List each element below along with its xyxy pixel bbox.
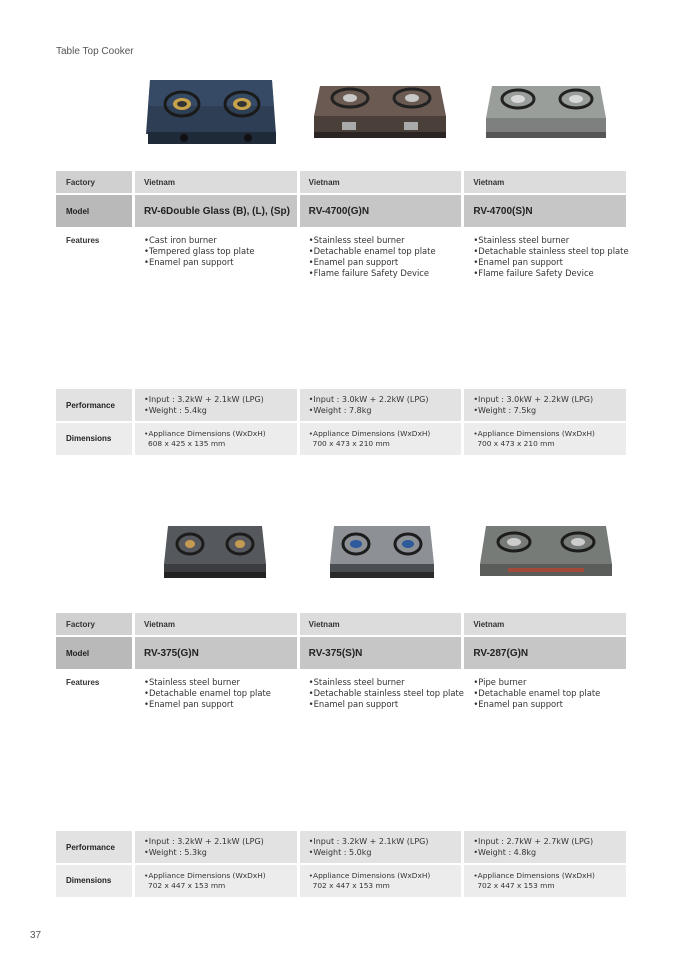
dimensions-size: 608 x 425 x 135 mm [148, 439, 226, 448]
dimensions-caption: •Appliance Dimensions (WxDxH) [144, 429, 266, 438]
dimensions-size: 702 x 447 x 153 mm [312, 881, 390, 890]
dimensions-value [135, 865, 297, 897]
dimensions-caption: •Appliance Dimensions (WxDxH) [144, 871, 266, 880]
performance-value [300, 831, 462, 863]
model-value: RV-287(G)N [464, 637, 626, 669]
performance-input: •Input : 2.7kW + 2.7kW (LPG) [473, 837, 594, 846]
feature-item: •Stainless steel burner [144, 677, 240, 687]
feature-item: •Detachable enamel top plate [144, 688, 271, 698]
feature-item: •Stainless steel burner [308, 677, 405, 687]
feature-item: •Cast iron burner [144, 235, 217, 245]
performance-input: •Input : 3.0kW + 2.2kW (LPG) [473, 395, 594, 404]
factory-label: Factory [56, 613, 132, 635]
dimensions-value [300, 423, 462, 455]
rv-375-s-cooker-image [328, 522, 436, 582]
spec-table [53, 171, 629, 455]
performance-label: Performance [56, 389, 132, 421]
rv-287-g-cooker-image [478, 522, 614, 582]
feature-item: •Enamel pan support [308, 257, 399, 267]
dimensions-value [464, 423, 626, 455]
feature-item: •Enamel pan support [308, 699, 399, 709]
page-number: 37 [30, 930, 42, 941]
dimensions-row [56, 865, 626, 897]
performance-weight: •Weight : 4.8kg [473, 848, 537, 857]
product-images-row [56, 516, 626, 596]
dimensions-size: 700 x 473 x 210 mm [312, 439, 390, 448]
features-label: Features [66, 678, 100, 687]
feature-item: •Tempered glass top plate [144, 246, 255, 256]
feature-item: •Enamel pan support [473, 257, 563, 267]
dimensions-row [56, 423, 626, 455]
features-label: Features [66, 236, 100, 245]
feature-item: •Detachable stainless steel top plate [473, 246, 629, 256]
feature-item: •Stainless steel burner [308, 235, 405, 245]
performance-value [300, 389, 462, 421]
dimensions-label: Dimensions [56, 423, 132, 455]
dimensions-size: 700 x 473 x 210 mm [477, 439, 555, 448]
model-value: RV-4700(G)N [300, 195, 462, 227]
features-list [135, 227, 297, 389]
dimensions-value [300, 865, 462, 897]
rv-375-g-cooker-image [162, 522, 268, 582]
performance-weight: •Weight : 7.8kg [308, 406, 372, 415]
dimensions-value [464, 865, 626, 897]
glass-top-cooker-image [144, 76, 278, 146]
performance-input: •Input : 3.2kW + 2.1kW (LPG) [144, 837, 264, 846]
performance-row [56, 389, 626, 421]
performance-value [464, 389, 626, 421]
model-label: Model [56, 637, 132, 669]
performance-label: Performance [56, 831, 132, 863]
model-value: RV-4700(S)N [464, 195, 626, 227]
factory-row [56, 171, 626, 193]
performance-weight: •Weight : 5.3kg [144, 848, 207, 857]
model-value: RV-375(G)N [135, 637, 297, 669]
features-list [300, 227, 462, 389]
factory-value: Vietnam [464, 171, 626, 193]
dimensions-value [135, 423, 297, 455]
feature-item: •Stainless steel burner [473, 235, 570, 245]
performance-value [135, 389, 297, 421]
factory-value: Vietnam [464, 613, 626, 635]
performance-weight: •Weight : 7.5kg [473, 406, 537, 415]
dimensions-label: Dimensions [56, 865, 132, 897]
features-list [135, 669, 297, 831]
performance-input: •Input : 3.0kW + 2.2kW (LPG) [308, 395, 429, 404]
performance-input: •Input : 3.2kW + 2.1kW (LPG) [308, 837, 429, 846]
dimensions-size: 702 x 447 x 153 mm [148, 881, 226, 890]
performance-value [464, 831, 626, 863]
feature-item: •Detachable stainless steel top plate [308, 688, 464, 698]
page-title: Table Top Cooker [56, 46, 134, 57]
performance-weight: •Weight : 5.4kg [144, 406, 207, 415]
model-row [56, 195, 626, 227]
features-row [56, 227, 626, 389]
dimensions-caption: •Appliance Dimensions (WxDxH) [473, 429, 595, 438]
feature-item: •Enamel pan support [144, 699, 234, 709]
feature-item: •Detachable enamel top plate [473, 688, 601, 698]
rv-4700-s-cooker-image [484, 82, 608, 140]
spec-table [53, 613, 629, 897]
product-images-row [56, 74, 626, 154]
product-section-1 [56, 74, 629, 455]
factory-label: Factory [56, 171, 132, 193]
performance-input: •Input : 3.2kW + 2.1kW (LPG) [144, 395, 264, 404]
dimensions-caption: •Appliance Dimensions (WxDxH) [308, 871, 431, 880]
feature-item: •Enamel pan support [473, 699, 563, 709]
dimensions-size: 702 x 447 x 153 mm [477, 881, 555, 890]
features-list [464, 669, 626, 831]
model-row [56, 637, 626, 669]
product-section-2 [56, 516, 626, 897]
performance-weight: •Weight : 5.0kg [308, 848, 372, 857]
features-row [56, 669, 626, 831]
model-value: RV-6Double Glass (B), (L), (Sp) [135, 195, 297, 227]
factory-value: Vietnam [300, 171, 462, 193]
performance-value [135, 831, 297, 863]
feature-item: •Flame failure Safety Device [473, 268, 594, 278]
rv-4700-g-cooker-image [312, 82, 448, 140]
factory-value: Vietnam [300, 613, 462, 635]
model-label: Model [56, 195, 132, 227]
model-value: RV-375(S)N [300, 637, 462, 669]
performance-row [56, 831, 626, 863]
factory-row [56, 613, 626, 635]
features-list [464, 227, 629, 389]
dimensions-caption: •Appliance Dimensions (WxDxH) [473, 871, 595, 880]
factory-value: Vietnam [135, 171, 297, 193]
dimensions-caption: •Appliance Dimensions (WxDxH) [308, 429, 431, 438]
feature-item: •Flame failure Safety Device [308, 268, 430, 278]
feature-item: •Pipe burner [473, 677, 527, 687]
factory-value: Vietnam [135, 613, 297, 635]
feature-item: •Enamel pan support [144, 257, 234, 267]
features-list [300, 669, 462, 831]
feature-item: •Detachable enamel top plate [308, 246, 436, 256]
